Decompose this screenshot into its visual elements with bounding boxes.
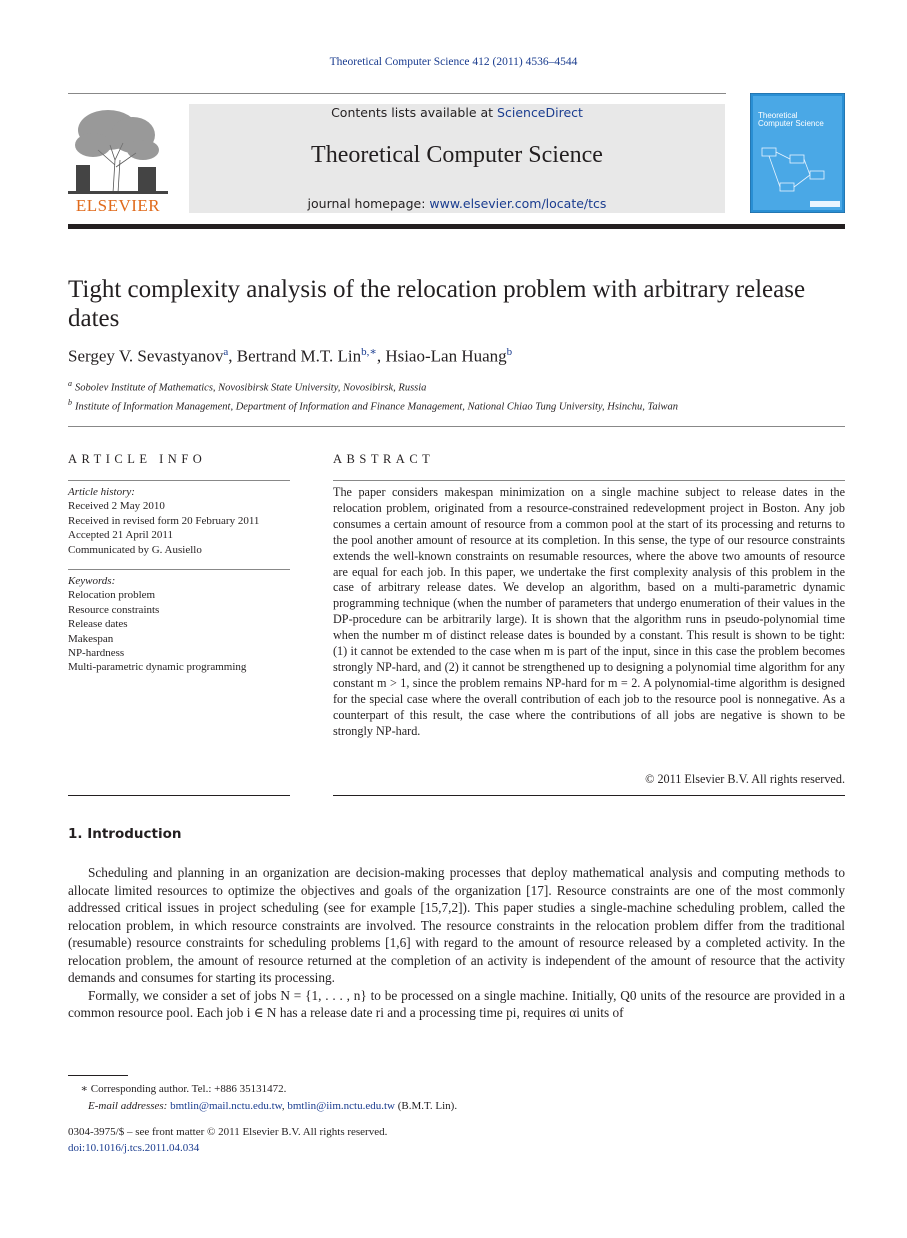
header-rule <box>68 93 726 94</box>
abstract-text: The paper considers makespan minimization on a single machine subject to release dates in the relocation problem, originated from a resource-constrained redevelopment project in Boston. Any job consumes a certain amount of resource from a common pool at the start of its processing and returns to the pool another amount of resource at its completion. In this sense, the type of our resource constraints extends the well-known constraints on resumable resources, where the above two amounts of resource are equal for each job. In this paper, we undertake the first complexity analysis of this problem in the case of arbitrary release dates. We develop an algorithm, based on a multi-parametric dynamic programming technique (when the number of parameters that undergo enumeration of their values in the DP-procedure can be arbitrarily large). It is shown that the algorithm runs in pseudo-polynomial time when the number m of distinct release dates is bounded by a constant. This result is shown to be tight: (1) it cannot be extended to the case when m is part of the input, since in this case the problem becomes strongly NP-hard, and (2) it cannot be strengthened up to designing a polynomial time algorithm for any constant m > 1, since the problem remains NP-hard for m = 2. A polynomial-time algorithm is designed for the special case where the overall contribution of each job to the resource pool is nonnegative. As a counterpart of this result, the case where the contributions of all jobs are negative is shown to be strongly NP-hard. <box>333 485 845 738</box>
footnotes <box>68 1081 845 1114</box>
affiliation-text: Sobolev Institute of Mathematics, Novosibirsk State University, Novosibirsk, Russia <box>75 382 427 394</box>
affiliation-b <box>68 398 678 413</box>
asterisk-mark: ∗ <box>80 1083 88 1095</box>
corresponding-text: Corresponding author. Tel.: +886 35131472. <box>90 1083 287 1095</box>
keyword: Multi-parametric dynamic programming <box>68 661 247 674</box>
abstract-rule <box>333 480 845 481</box>
author-name: Bertrand M.T. Lin <box>236 346 362 366</box>
homepage-prefix: journal homepage: <box>307 196 430 211</box>
email-note: E-mail addresses: bmtlin@mail.nctu.edu.tw, bmtlin@iim.nctu.edu.tw (B.M.T. Lin). <box>88 1099 458 1112</box>
keyword: Makespan <box>68 632 114 645</box>
email-label: E-mail addresses: <box>88 1099 168 1112</box>
masthead-thick-rule <box>68 224 845 229</box>
cover-title-line2: Computer Science <box>758 119 824 128</box>
footnote-rule <box>68 1075 128 1076</box>
journal-reference[interactable]: Theoretical Computer Science 412 (2011) 4536–4544 <box>329 56 578 68</box>
contents-prefix: Contents lists available at <box>331 105 498 120</box>
article-info-rule <box>68 480 290 481</box>
keyword: Release dates <box>68 618 128 631</box>
history-item: Received in revised form 20 February 2011 <box>68 514 260 527</box>
doi-link[interactable]: doi:10.1016/j.tcs.2011.04.034 <box>68 1141 200 1154</box>
corresponding-author-note <box>68 1081 845 1098</box>
homepage-line <box>189 196 725 211</box>
author-name: Hsiao-Lan Huang <box>385 346 507 366</box>
affiliation-rule <box>68 426 845 427</box>
issn-line: 0304-3975/$ – see front matter © 2011 Elsevier B.V. All rights reserved. <box>68 1126 388 1138</box>
section-heading-introduction: 1. Introduction <box>68 826 182 842</box>
keyword: NP-hardness <box>68 647 125 660</box>
affiliation-mark: a <box>68 379 72 388</box>
front-matter-info <box>68 1125 845 1156</box>
email-link[interactable]: bmtlin@iim.nctu.edu.tw <box>287 1099 395 1112</box>
keyword: Relocation problem <box>68 589 156 602</box>
author-affiliation-mark[interactable]: a <box>223 346 229 358</box>
journal-cover-image <box>750 93 845 213</box>
paragraph: Formally, we consider a set of jobs N = {1, . . . , n} to be processed on a single machine. Initially, Q0 units of the resource are provided in a common resource pool. Each job i ∈ N has a release date ri and a processing time pi, requires αi units of <box>68 987 845 1020</box>
cover-title-line1: Theoretical <box>758 111 798 120</box>
email-suffix: (B.M.T. Lin). <box>397 1099 458 1112</box>
keywords-label: Keywords: <box>68 575 116 587</box>
keywords-rule <box>68 569 290 570</box>
history-item: Accepted 21 April 2011 <box>68 529 173 542</box>
abstract-end-rule <box>333 795 845 796</box>
journal-title: Theoretical Computer Science <box>311 142 603 168</box>
keywords-list <box>68 574 290 675</box>
article-history <box>68 485 290 557</box>
journal-homepage-link[interactable]: www.elsevier.com/locate/tcs <box>429 196 607 211</box>
author-name: Sergey V. Sevastyanov <box>68 346 224 366</box>
history-item: Received 2 May 2010 <box>68 500 165 513</box>
abstract-copyright: © 2011 Elsevier B.V. All rights reserved. <box>645 772 845 786</box>
history-label: Article history: <box>68 486 135 498</box>
affiliation-a <box>68 379 426 394</box>
keyword: Resource constraints <box>68 603 160 616</box>
paragraph: Scheduling and planning in an organization are decision-making processes that deploy mathematical analysis and computing methods to allocate limited resources to optimize the objectives and goals of the organization [17]. Resource constraints are one of the most commonly addressed critical issues in project scheduling (see for example [15,7,2]). This paper studies a single-machine scheduling problem, called the relocation problem, in which resource constraints are involved. The resource constraints in the relocation problem differ from the traditional (resumable) resource constraints for scheduling problems [1,6] with regard to the amount of resource released by a completed activity. In the relocation problem, the amount of resource returned at the completion of an activity is independent of the amount of resource that the activity demands and consumes for starting its processing. <box>68 865 845 985</box>
author-affiliation-mark[interactable]: b,∗ <box>361 346 377 358</box>
contents-line <box>189 105 725 120</box>
sciencedirect-link[interactable]: ScienceDirect <box>497 105 583 120</box>
article-info-end-rule <box>68 795 290 796</box>
affiliation-mark: b <box>68 398 72 407</box>
abstract-heading: ABSTRACT <box>333 452 435 466</box>
email-link[interactable]: bmtlin@mail.nctu.edu.tw <box>170 1099 282 1112</box>
author-list: Sergey V. Sevastyanov$^a$, Bertrand M.T. Lin$^{b,∗}$, Hsiao-Lan Huang$^b$ <box>68 346 513 366</box>
affiliation-text: Institute of Information Management, Department of Information and Finance Management, National Chiao Tung University, Hsinchu, Taiwan <box>75 401 679 413</box>
history-item: Communicated by G. Ausiello <box>68 543 202 556</box>
paper-title: Tight complexity analysis of the relocation problem with arbitrary release dates <box>68 276 806 332</box>
elsevier-wordmark: ELSEVIER <box>75 196 161 215</box>
author-affiliation-mark[interactable]: b <box>506 346 513 358</box>
introduction-body <box>68 864 845 1022</box>
article-info-heading: ARTICLE INFO <box>68 452 207 466</box>
